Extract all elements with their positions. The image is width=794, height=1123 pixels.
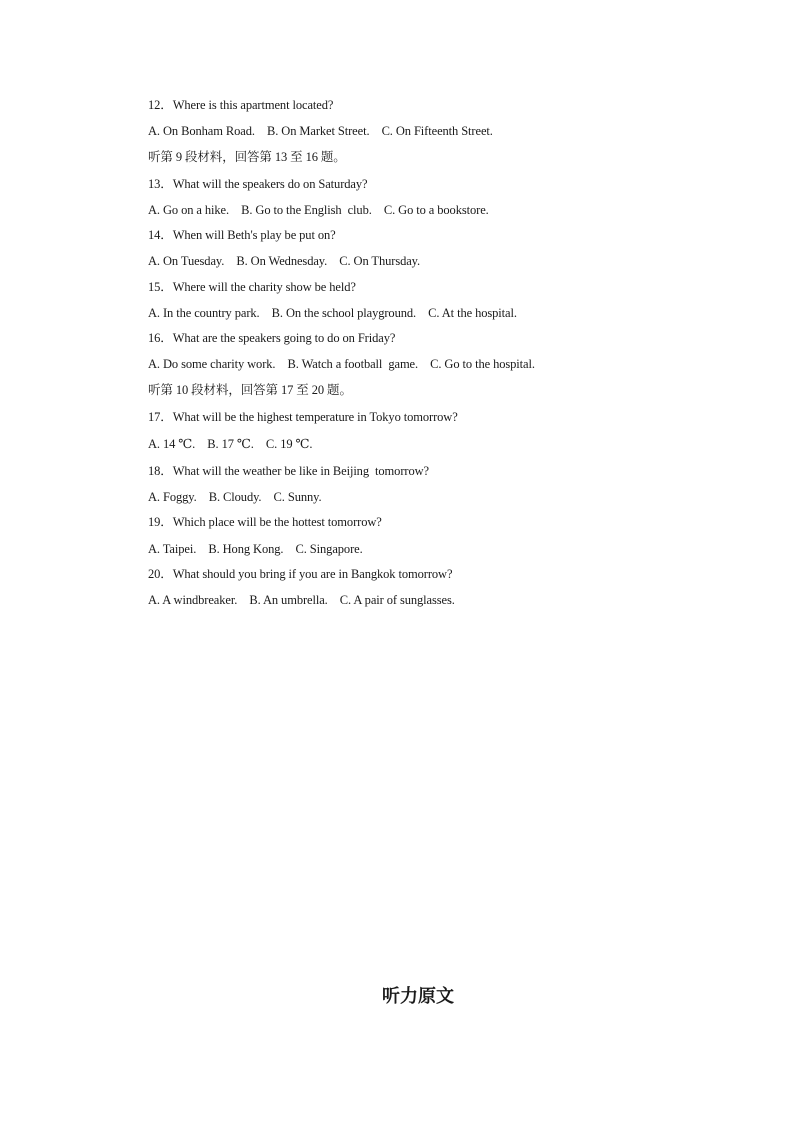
question-18: 18．What will the weather be like in Beijing tomorrow? <box>148 464 429 478</box>
section-instruction-9: 听第 9 段材料，回答第 13 至 16 题。 <box>148 150 346 164</box>
options-15: A. In the country park. B. On the school playground. C. At the hospital. <box>148 306 517 320</box>
question-19: 19．Which place will be the hottest tomorrow? <box>148 515 382 529</box>
question-12: 12．Where is this apartment located? <box>148 98 334 112</box>
options-12: A. On Bonham Road. B. On Market Street. C. On Fifteenth Street. <box>148 124 493 138</box>
question-20: 20．What should you bring if you are in Bangkok tomorrow? <box>148 567 453 581</box>
section-title: 听力原文 <box>382 986 454 1007</box>
options-14: A. On Tuesday. B. On Wednesday. C. On Thursday. <box>148 254 421 268</box>
options-20: A. A windbreaker. B. An umbrella. C. A pair of sunglasses. <box>148 593 455 607</box>
question-13: 13．What will the speakers do on Saturday? <box>148 177 368 191</box>
options-19: A. Taipei. B. Hong Kong. C. Singapore. <box>148 542 363 556</box>
options-13: A. Go on a hike. B. Go to the English club. C. Go to a bookstore. <box>148 203 489 217</box>
question-14: 14．When will Beth's play be put on? <box>148 228 336 242</box>
question-16: 16．What are the speakers going to do on Friday? <box>148 331 396 345</box>
question-17: 17．What will be the highest temperature in Tokyo tomorrow? <box>148 410 458 424</box>
section-instruction-10: 听第 10 段材料，回答第 17 至 20 题。 <box>148 383 352 397</box>
question-15: 15．Where will the charity show be held? <box>148 280 356 294</box>
options-17: A. 14 ℃. B. 17 ℃. C. 19 ℃. <box>148 437 313 451</box>
options-16: A. Do some charity work. B. Watch a football game. C. Go to the hospital. <box>148 357 535 371</box>
options-18: A. Foggy. B. Cloudy. C. Sunny. <box>148 490 322 504</box>
